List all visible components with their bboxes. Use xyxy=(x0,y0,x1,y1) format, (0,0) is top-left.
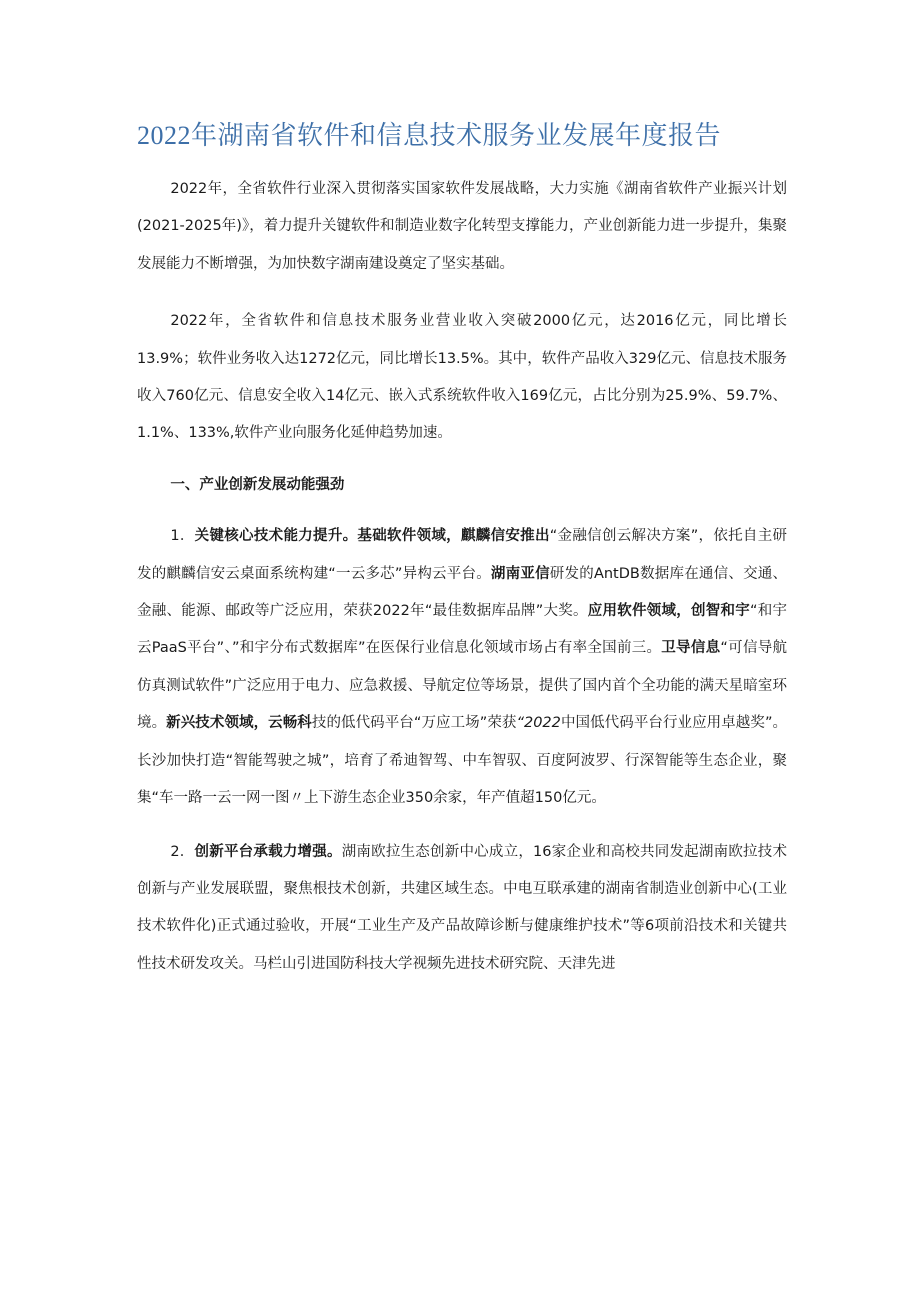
paragraph-revenue: 2022年，全省软件和信息技术服务业营业收入突破2000亿元，达2016亿元，同比增长13.9%；软件业务收入达1272亿元，同比增长13.5%。其中，软件产品收入329亿元、信息技术服务收入760亿元、信息安全收入14亿元、嵌入式系统软件收入169亿元，占比分别为25.9%、59.7%、1.1%、133%,软件产业向服务化延伸趋势加速。 xyxy=(137,313,787,442)
italic-run: “2022 xyxy=(516,715,561,732)
bold-phrase: 新兴技术领域，云畅科 xyxy=(166,715,312,732)
report-title: 2022年湖南省软件和信息技术服务业发展年度报告 xyxy=(137,121,722,150)
text-run: “可信导航仿真测试软件”广泛应用于电力、应急救援、导航定位等场景，提供了国内首个全功能的满天星暗室环境。 xyxy=(137,640,788,732)
paragraph-intro: 2022年，全省软件行业深入贯彻落实国家软件发展战略，大力实施《湖南省软件产业振兴计划(2021-2025年)》，着力提升关键软件和制造业数字化转型支撑能力，产业创新能力进一步提升，集聚发展能力不断增强，为加快数字湖南建设奠定了坚实基础。 xyxy=(137,181,787,272)
text-run: 研发的AntDB数据库在通信、交通、金融、能源、邮政等广泛应用，荣获2022年“最佳数据库品牌”大奖。 xyxy=(137,565,788,620)
paragraph-core-tech xyxy=(137,518,787,817)
paragraph-platform xyxy=(137,834,787,984)
text-run: 技的低代码平台“万应工场”荣获 xyxy=(311,715,517,732)
section-heading-1: 一、产业创新发展动能强劲 xyxy=(170,476,345,493)
bold-phrase: 创新平台承载力增强。 xyxy=(194,843,342,860)
text-run: “和宇云PaaS平台”、”和宇分布式数据库”在医保行业信息化领域市场占有率全国前三。 xyxy=(137,603,787,657)
bold-phrase: 卫导信息 xyxy=(661,640,721,657)
text-run: “金融信创云解决方案”，依托自主研发的麒麟信安云桌面系统构建“一云多芯”异构云平台。 xyxy=(137,528,787,582)
item-number: 2． xyxy=(170,843,195,860)
bold-phrase: 湖南亚信 xyxy=(490,565,550,582)
report-body xyxy=(137,171,787,983)
item-number: 1． xyxy=(170,528,195,545)
text-run: 湖南欧拉生态创新中心成立，16家企业和高校共同发起湖南欧拉技术创新与产业发展联盟，聚焦根技术创新，共建区域生态。中电互联承建的湖南省制造业创新中心(工业技术软件化)正式通过验收，开展“工业生产及产品故障诊断与健康维护技术”等6项前沿技术和关键共性技术研发攻关。马栏山引进国防科技大学视频先进技术研究院、天津先进 xyxy=(137,843,787,972)
bold-phrase: 关键核心技术能力提升。基础软件领域，麒麟信安推出 xyxy=(194,528,550,545)
bold-phrase: 应用软件领域，创智和宇 xyxy=(587,603,750,620)
text-run: 中国低代码平台行业应用卓越奖”。长沙加快打造“智能驾驶之城”，培育了希迪智驾、中车智驭、百度阿波罗、行深智能等生态企业，聚集“车一路一云一网一图〃上下游生态企业350余家，年产值超150亿元。 xyxy=(137,715,788,807)
